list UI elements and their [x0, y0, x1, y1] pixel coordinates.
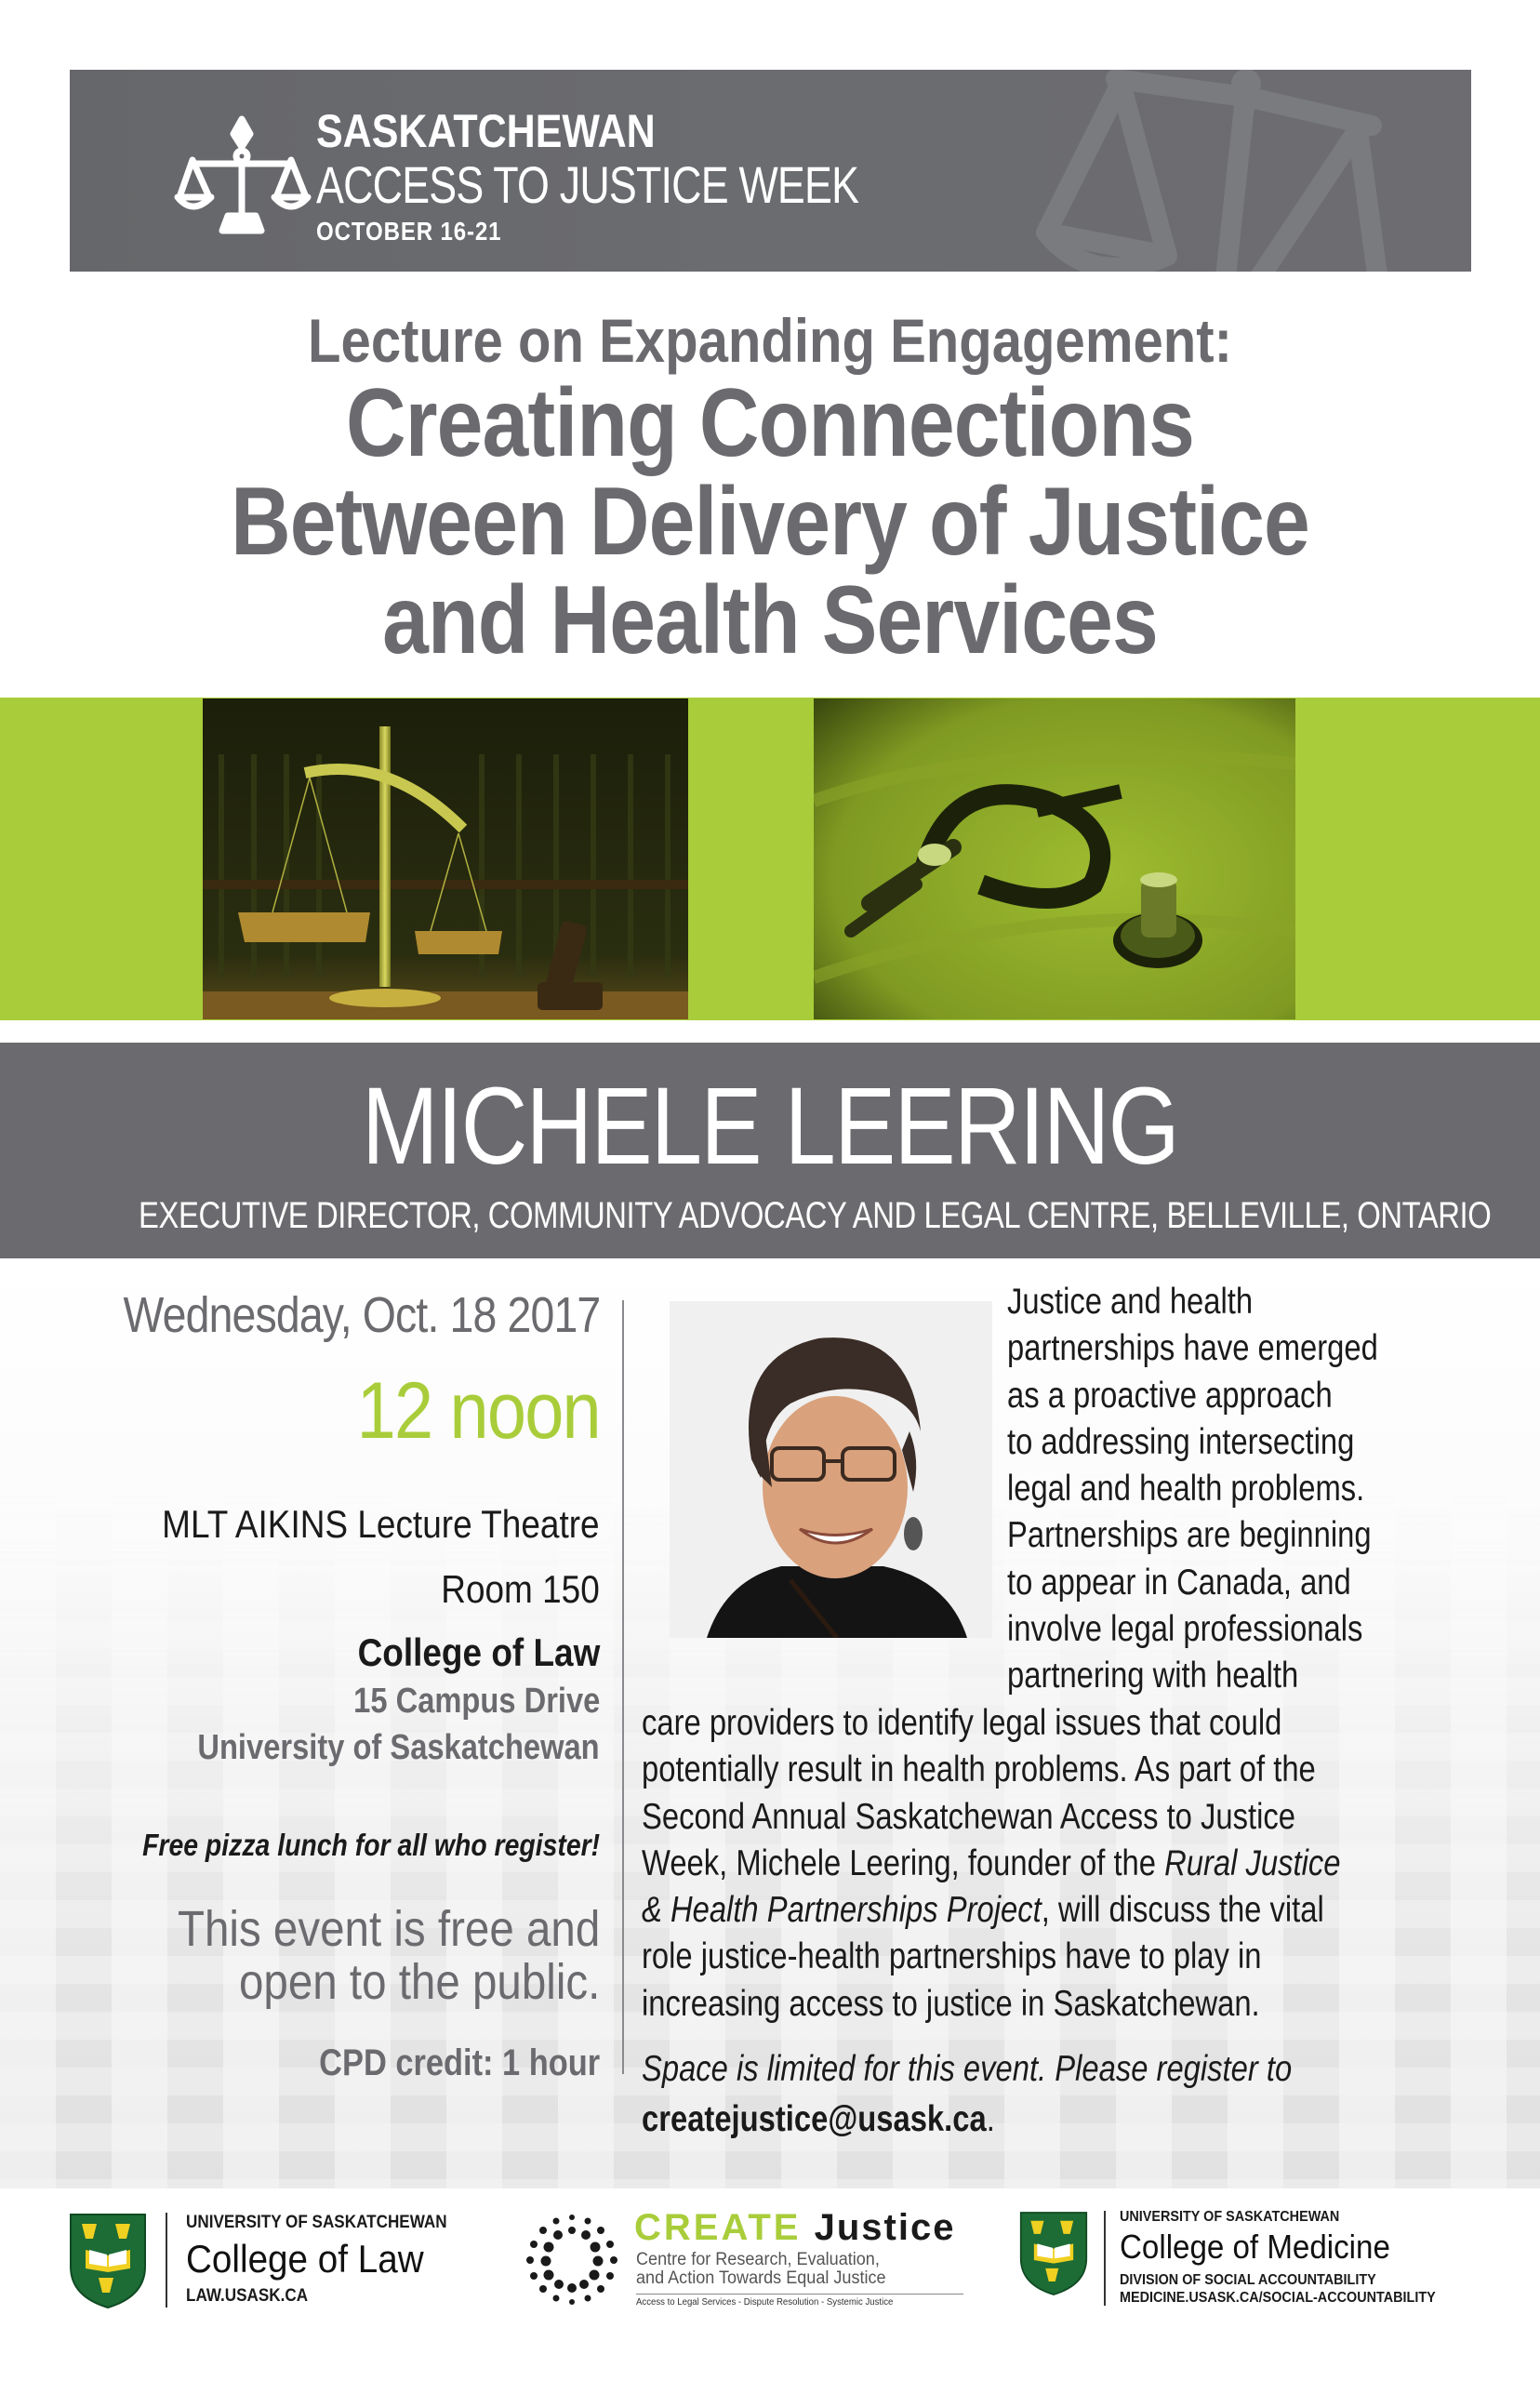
free-event-note-line-2: open to the public.: [238, 1954, 600, 2010]
pizza-note: Free pizza lunch for all who register!: [141, 1828, 600, 1862]
medicine-college-name: College of Medicine: [1120, 2228, 1390, 2266]
venue-room: Room 150: [441, 1567, 600, 1611]
registration-note: [642, 2044, 1415, 2145]
speaker-band: [0, 1043, 1540, 1258]
description-line: to appear in Canada, and: [1007, 1562, 1351, 1603]
description-line: care providers to identify legal issues that could: [642, 1703, 1282, 1743]
project-name-italic: & Health Partnerships Project: [642, 1890, 1042, 1931]
create-full-name-line-1: Centre for Research, Evaluation,: [636, 2250, 880, 2269]
create-justice-logo: [521, 2205, 967, 2308]
medicine-university-name: UNIVERSITY OF SASKATCHEWAN: [1120, 2209, 1340, 2225]
create-justice-wordmark: [634, 2207, 955, 2249]
dotted-ring-icon: [521, 2210, 623, 2308]
description-line: as a proactive approach: [1007, 1375, 1333, 1416]
lecture-title-line-1: Creating Connections: [345, 369, 1195, 477]
description-line: partnering with health: [1007, 1656, 1299, 1696]
create-word: CREATE: [634, 2207, 802, 2248]
description-line: Partnerships are beginning: [1007, 1515, 1372, 1556]
medicine-division: DIVISION OF SOCIAL ACCOUNTABILITY: [1120, 2272, 1376, 2288]
description-line: legal and health problems.: [1007, 1469, 1365, 1510]
description-line: involve legal professionals: [1007, 1609, 1363, 1650]
registration-email-link[interactable]: createjustice@usask.ca: [642, 2099, 987, 2139]
description-line: Justice and health: [1007, 1282, 1254, 1322]
lecture-title-block: [0, 306, 1540, 674]
event-details-section: [0, 1258, 1540, 2188]
law-university-name: UNIVERSITY OF SASKATCHEWAN: [186, 2213, 447, 2232]
description-line: to addressing intersecting: [1007, 1421, 1355, 1462]
description-paragraph-full: [642, 1700, 1474, 2028]
logo-divider: [166, 2213, 167, 2308]
registration-text: Space is limited for this event. Please register to: [642, 2049, 1293, 2089]
description-line: increasing access to justice in Saskatchewan.: [642, 1983, 1260, 2024]
usask-crest-icon: [69, 2213, 147, 2309]
scales-watermark-icon: [1028, 70, 1418, 272]
event-time: 12 noon: [356, 1366, 600, 1456]
cpd-credit: CPD credit: 1 hour: [319, 2042, 600, 2083]
registration-email-line: [642, 2095, 1292, 2145]
venue-name: MLT AIKINS Lecture Theatre: [162, 1502, 600, 1546]
lecture-title-line-2: Between Delivery of Justice: [231, 468, 1309, 576]
image-band: [0, 698, 1540, 1020]
event-banner: [70, 70, 1471, 272]
scales-of-justice-photo: [203, 698, 688, 1019]
description-line: partnerships have emerged: [1007, 1328, 1378, 1369]
description-line: potentially result in health problems. As part of the: [642, 1749, 1316, 1790]
description-text: Week, Michele Leering, founder of the: [642, 1842, 1165, 1883]
lecture-title-line-3: and Health Services: [382, 566, 1158, 674]
banner-event-name: ACCESS TO JUSTICE WEEK: [316, 155, 859, 214]
description-line: role justice-health partnerships have to play in: [642, 1936, 1262, 1977]
create-rule-divider: [636, 2294, 963, 2295]
lecture-subtitle: Lecture on Expanding Engagement:: [308, 306, 1232, 375]
usask-crest-icon: [1019, 2211, 1088, 2296]
description-paragraph-wrap: [1007, 1279, 1449, 1700]
project-name-italic: Rural Justice: [1164, 1842, 1341, 1883]
banner-province: SASKATCHEWAN: [316, 105, 656, 157]
medicine-website[interactable]: MEDICINE.USASK.CA/SOCIAL-ACCOUNTABILITY: [1120, 2290, 1436, 2306]
description-line-project: [642, 1887, 1340, 1934]
college-of-law-logo: [69, 2205, 497, 2308]
description-line: Second Annual Saskatchewan Access to Justice: [642, 1796, 1295, 1837]
create-full-name-line-2: and Action Towards Equal Justice: [636, 2268, 886, 2288]
scales-of-justice-icon: [172, 112, 312, 237]
free-event-note-line-1: This event is free and: [177, 1901, 600, 1957]
column-divider: [622, 1300, 624, 2074]
description-text: , will discuss the vital: [1041, 1890, 1324, 1931]
speaker-portrait-photo: [670, 1301, 992, 1638]
venue-university: University of Saskatchewan: [197, 1728, 600, 1767]
description-line-week: [642, 1841, 1340, 1887]
venue-address: 15 Campus Drive: [352, 1682, 600, 1721]
logo-divider: [1104, 2211, 1106, 2306]
law-website[interactable]: LAW.USASK.CA: [186, 2286, 309, 2306]
banner-dates: OCTOBER 16-21: [316, 217, 502, 246]
stethoscope-photo: [814, 698, 1295, 1019]
banner-text: [316, 105, 994, 250]
create-tagline: Access to Legal Services - Dispute Resolution - Systemic Justice: [636, 2297, 894, 2308]
event-date: Wednesday, Oct. 18 2017: [123, 1287, 600, 1343]
sponsor-logos: [0, 2188, 1540, 2381]
justice-word: Justice: [814, 2207, 956, 2248]
college-of-medicine-logo: [1019, 2205, 1503, 2308]
registration-period: .: [986, 2099, 995, 2139]
speaker-title: EXECUTIVE DIRECTOR, COMMUNITY ADVOCACY AND LEGAL CENTRE, BELLEVILLE, ONTARIO: [139, 1195, 1492, 1236]
speaker-name: MICHELE LEERING: [361, 1065, 1179, 1188]
law-college-name: College of Law: [186, 2237, 424, 2281]
venue-college: College of Law: [357, 1630, 600, 1674]
